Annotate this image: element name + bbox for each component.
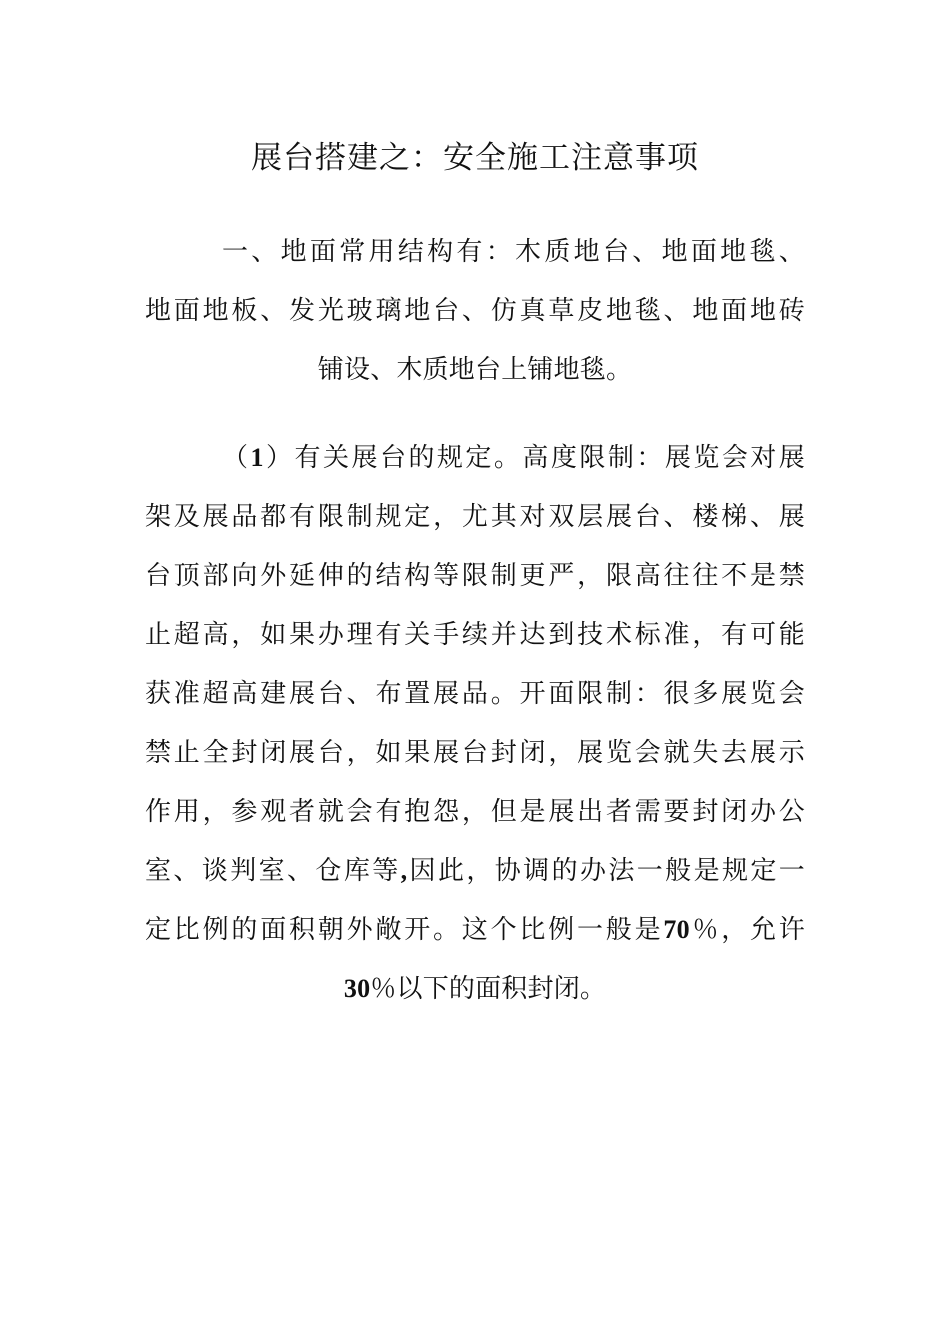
section1-line-1: 一、地面常用结构有：木质地台、地面地毯、 <box>222 237 805 267</box>
section2-line-10 <box>145 969 805 1009</box>
section2-line-8 <box>145 851 805 891</box>
marker-close: ） <box>263 443 295 473</box>
section1-line-3: 铺设、木质地台上铺地毯。 <box>317 355 633 385</box>
section2-line-9 <box>145 910 805 950</box>
line9-part-b: ％，允许 <box>689 915 805 945</box>
section2-line-6: 禁止全封闭展台，如果展台封闭，展览会就失去展示 <box>145 738 805 768</box>
line10-number: 30 <box>343 974 371 1003</box>
intro-text: 有关展台的规定。高度限制：展览会对展 <box>294 443 805 473</box>
page-title: 展台搭建之：安全施工注意事项 <box>251 140 699 176</box>
section2-line-5: 获准超高建展台、布置展品。开面限制：很多展览会 <box>145 679 805 709</box>
section2-line-7: 作用，参观者就会有抱怨，但是展出者需要封闭办公 <box>145 797 805 827</box>
line10-text: ％以下的面积封闭。 <box>370 974 607 1004</box>
line8-part-a: 室、谈判室、仓库等 <box>145 856 401 886</box>
marker-open: （ <box>222 443 251 473</box>
line9-part-a: 定比例的面积朝外敞开。这个比例一般是 <box>145 915 664 945</box>
section1-line-2: 地面地板、发光玻璃地台、仿真草皮地毯、地面地砖 <box>145 296 805 326</box>
section2-line-3: 台顶部向外延伸的结构等限制更严，限高往往不是禁 <box>145 561 805 591</box>
line8-part-b: 因此，协调的办法一般是规定一 <box>407 856 805 886</box>
section2-line-2: 架及展品都有限制规定，尤其对双层展台、楼梯、展 <box>145 502 805 532</box>
section2-line-4: 止超高，如果办理有关手续并达到技术标准，有可能 <box>145 620 805 650</box>
line9-number: 70 <box>663 915 690 944</box>
item-number: 1 <box>250 443 264 472</box>
section2-line-1 <box>222 438 805 478</box>
line8-comma: , <box>400 856 408 885</box>
